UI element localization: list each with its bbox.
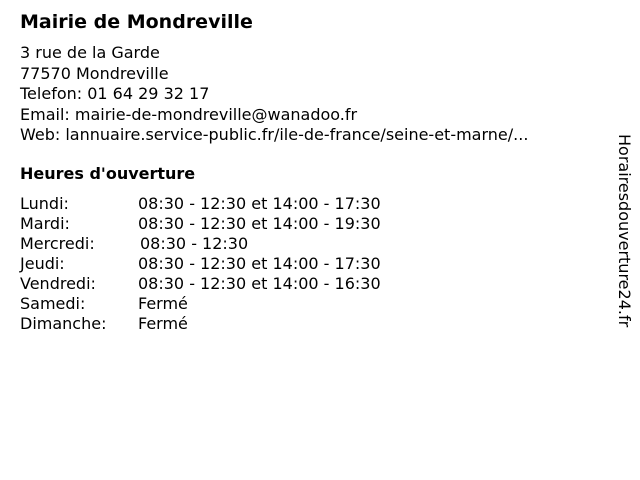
day-label: Jeudi:: [20, 254, 65, 273]
time-value: Fermé: [138, 294, 188, 313]
day-label: Vendredi:: [20, 274, 96, 293]
time-value: 08:30 - 12:30: [140, 234, 249, 253]
day-label: Lundi:: [20, 194, 69, 213]
time-value: 08:30 - 12:30 et 14:00 - 16:30: [138, 274, 381, 293]
time-value: 08:30 - 12:30 et 14:00 - 19:30: [138, 214, 381, 233]
day-label: Mercredi:: [20, 234, 95, 253]
city-postcode: 77570 Mondreville: [20, 63, 169, 83]
phone-number: Telefon: 01 64 29 32 17: [20, 84, 210, 103]
site-watermark: Horairesdouverture24.fr: [615, 134, 634, 328]
day-label: Samedi:: [20, 294, 86, 313]
contact-info: [20, 43, 528, 146]
website-url: Web: lannuaire.service-public.fr/ile-de-france/seine-et-marne/...: [20, 125, 529, 144]
time-value: 08:30 - 12:30 et 14:00 - 17:30: [138, 254, 381, 273]
email-address: Email: mairie-de-mondreville@wanadoo.fr: [20, 104, 358, 124]
opening-hours-heading: Heures d'ouverture: [20, 164, 196, 183]
day-label: Mardi:: [20, 214, 70, 233]
day-label: Dimanche:: [20, 314, 107, 333]
business-name: Mairie de Mondreville: [20, 11, 253, 33]
time-value: 08:30 - 12:30 et 14:00 - 17:30: [138, 194, 381, 213]
time-value: Fermé: [138, 314, 188, 333]
street-address: 3 rue de la Garde: [20, 43, 160, 62]
